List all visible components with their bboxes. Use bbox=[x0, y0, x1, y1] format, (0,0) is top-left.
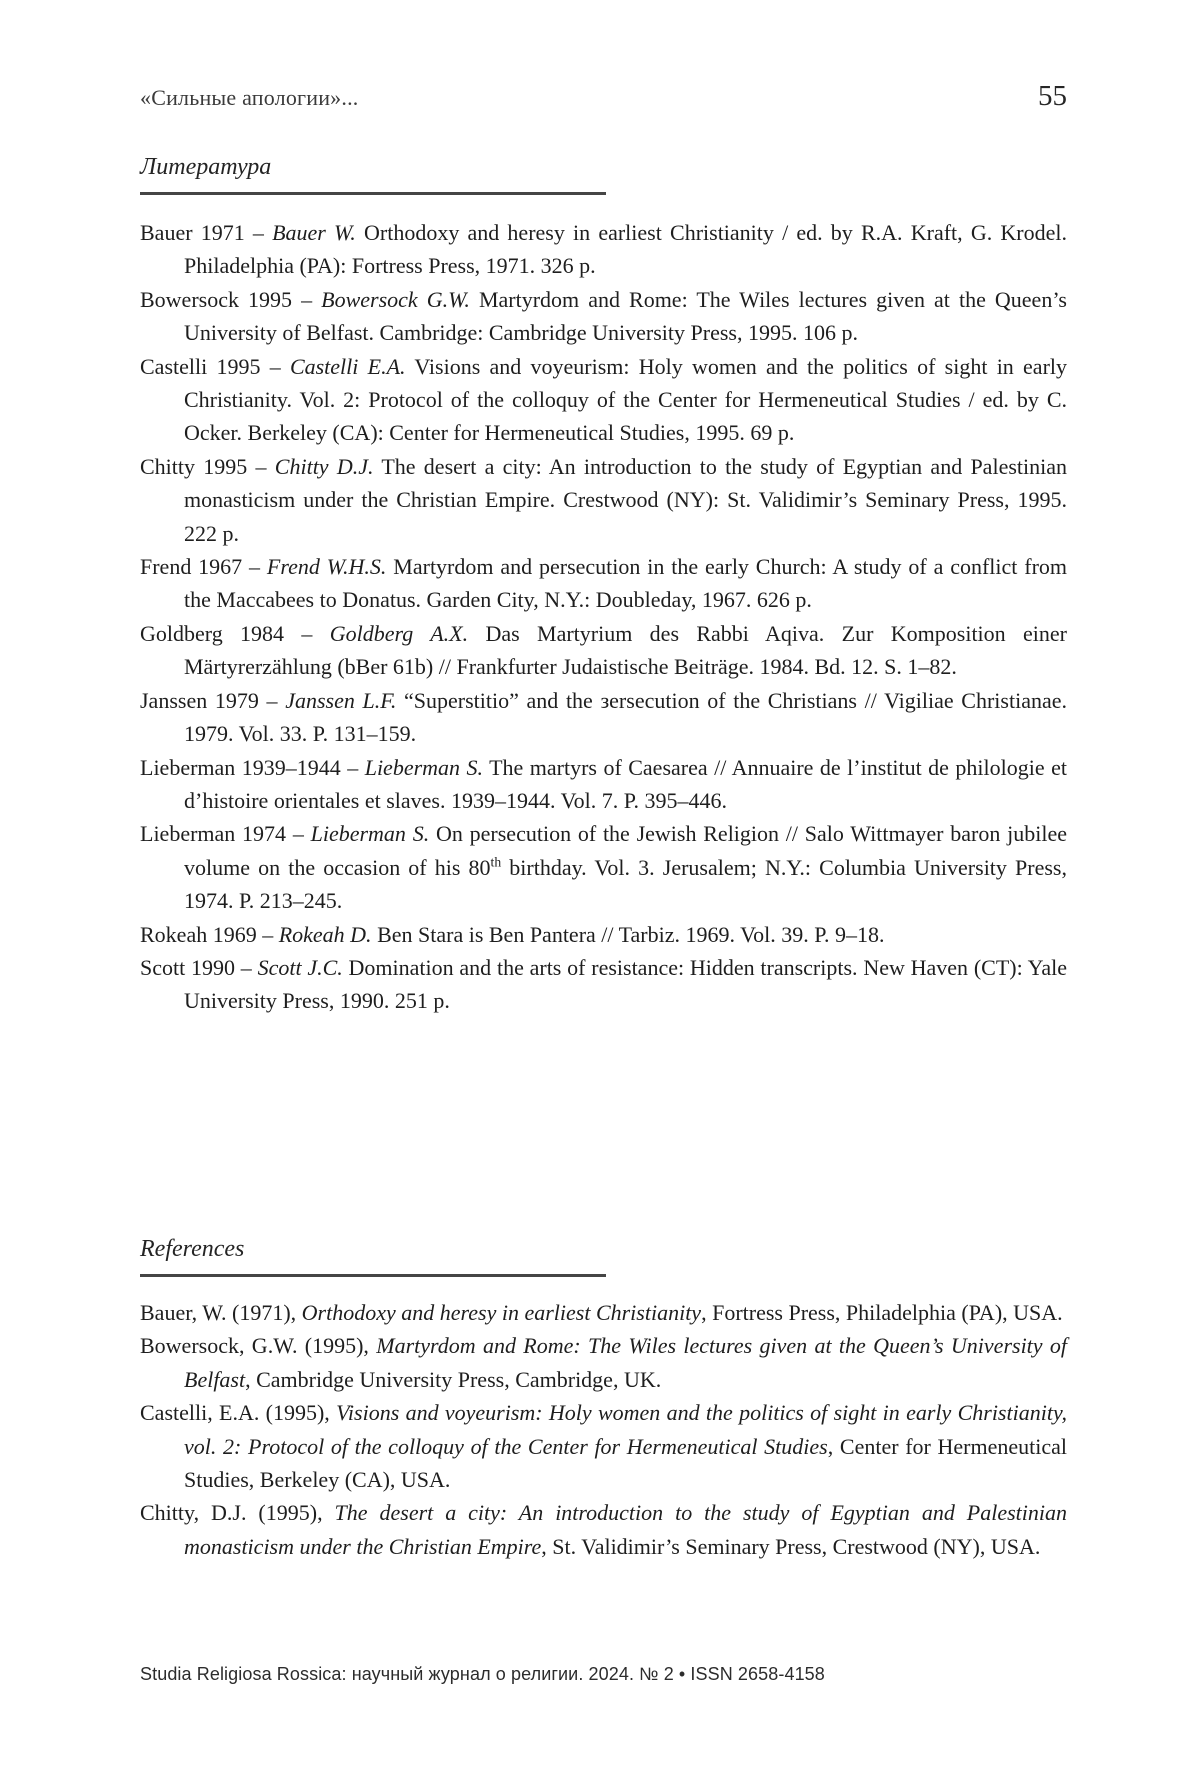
references-section-heading: References bbox=[140, 1236, 606, 1277]
entry-text-run: Bowersock G.W. bbox=[321, 286, 470, 312]
entry-text-run: Castelli E.A. bbox=[289, 353, 406, 379]
entry-text-run: Bowersock, G.W. (1995), bbox=[140, 1333, 377, 1359]
entry-text-run: , St. Validimir’s Seminary Press, Crestwood (NY), USA. bbox=[541, 1533, 1041, 1559]
entry-text-run: Orthodoxy and heresy in earliest Christianity / ed. by R.A. Kraft, G. Krodel. Philadelphia (PA): Fortress Press, 1971. 326 p. bbox=[184, 220, 1067, 279]
entry-text-run: Janssen 1979 – bbox=[140, 687, 286, 713]
reference-entry bbox=[140, 1496, 1067, 1563]
entry-text-run: Lieberman 1939–1944 – bbox=[140, 754, 365, 780]
entry-text-run: Scott 1990 – bbox=[140, 954, 258, 980]
entry-text-run: Visions and voyeurism: Holy women and the politics of sight in early Christianity, vol. 2: Protocol of the colloquy of the Center for Hermeneutical Studies bbox=[184, 1400, 1067, 1459]
entry-text-run: Bauer W. bbox=[272, 220, 356, 245]
entry-text-run: , Fortress Press, Philadelphia (PA), USA. bbox=[701, 1300, 1063, 1325]
entry-text-run: Martyrdom and Rome: The Wiles lectures given at the Queen’s University of Belfast. Cambridge: Cambridge University Press, 1995. 106 p. bbox=[184, 286, 1067, 346]
literature-bibliography-list bbox=[140, 216, 1067, 1018]
entry-text-run: Frend 1967 – bbox=[140, 554, 267, 580]
running-title: «Сильные апологии»... bbox=[140, 85, 359, 110]
entry-text-run: th bbox=[490, 854, 502, 870]
entry-text-run: Lieberman S. bbox=[310, 821, 430, 847]
entry-text-run: , Center for Hermeneutical Studies, Berkeley (CA), USA. bbox=[184, 1433, 1068, 1493]
entry-text-run: The desert a city: An introduction to the study of Egyptian and Palestinian monasticism under the Christian Empire bbox=[184, 1500, 1067, 1559]
entry-text-run: Rokeah 1969 – bbox=[140, 921, 279, 947]
entry-text-run: Bauer 1971 – bbox=[140, 220, 273, 245]
entry-text-run: Rokeah D. bbox=[278, 921, 372, 947]
entry-text-run: Chitty 1995 – bbox=[140, 453, 275, 479]
entry-text-run: Castelli, E.A. (1995), bbox=[140, 1400, 337, 1426]
entry-text-run: Domination and the arts of resistance: Hidden transcripts. New Haven (CT): Yale University Press, 1990. 251 p. bbox=[184, 954, 1067, 1014]
reference-entry bbox=[140, 1396, 1067, 1496]
entry-text-run: The desert a city: An introduction to the study of Egyptian and Palestinian monasticism under the Christian Empire. Crestwood (NY): St. Validimir’s Seminary Press, 1995. 222 p. bbox=[184, 453, 1067, 546]
entry-text-run: , Cambridge University Press, Cambridge, UK. bbox=[245, 1366, 662, 1392]
literature-entry bbox=[140, 951, 1067, 1018]
reference-entry bbox=[140, 1296, 1067, 1329]
page-number: 55 bbox=[1038, 80, 1067, 112]
entry-text-run: Bowersock 1995 – bbox=[140, 286, 322, 312]
journal-footer bbox=[140, 1664, 825, 1685]
entry-text-run: The martyrs of Caesarea // Annuaire de l’institut de philologie et d’histoire orientales et slaves. 1939–1944. Vol. 7. P. 395–446. bbox=[184, 754, 1067, 813]
entry-text-run: Ben Stara is Ben Pantera // Tarbiz. 1969. Vol. 39. P. 9–18. bbox=[371, 921, 885, 947]
literature-entry bbox=[140, 283, 1067, 350]
entry-text-run: Janssen L.F. bbox=[285, 687, 397, 713]
literature-entry bbox=[140, 918, 1067, 951]
literature-entry bbox=[140, 350, 1067, 450]
footer-text: Studia Religiosa Rossica: научный журнал о религии. 2024. № 2 • ISSN 2658-4158 bbox=[140, 1664, 825, 1684]
entry-text-run: “Superstitio” and the зersecution of the Christians // Vigiliae Christianae. 1979. Vol. 33. P. 131–159. bbox=[184, 687, 1067, 747]
entry-text-run: Visions and voyeurism: Holy women and the politics of sight in early Christianity. Vol. 2: Protocol of the colloquy of the Center for Hermeneutical Studies / ed. by C. Ocker. Berkeley (CA): Center for Hermeneutical Studies, 1995. 69 p. bbox=[184, 353, 1068, 446]
entry-text-run: birthday. Vol. 3. Jerusalem; N.Y.: Columbia University Press, 1974. P. 213–245. bbox=[184, 854, 1067, 914]
entry-text-run: Chitty, D.J. (1995), bbox=[140, 1500, 335, 1526]
reference-entry bbox=[140, 1329, 1067, 1396]
literature-entry bbox=[140, 751, 1067, 818]
entry-text-run: Martyrdom and Rome: The Wiles lectures given at the Queen’s University of Belfast bbox=[184, 1333, 1068, 1392]
entry-text-run: Bauer, W. (1971), bbox=[140, 1300, 302, 1325]
literature-entry bbox=[140, 684, 1067, 751]
entry-text-run: Goldberg A.X. bbox=[329, 620, 469, 646]
literature-section-heading: Литература bbox=[140, 154, 606, 195]
entry-text-run: Orthodoxy and heresy in earliest Christianity bbox=[301, 1300, 702, 1325]
running-head bbox=[140, 80, 1067, 113]
entry-text-run: Frend W.H.S. bbox=[266, 554, 387, 580]
literature-entry bbox=[140, 617, 1067, 684]
entry-text-run: Chitty D.J. bbox=[274, 453, 374, 479]
entry-text-run: On persecution of the Jewish Religion // Salo Wittmayer baron jubilee volume on the occasion of his 80 bbox=[184, 821, 1067, 880]
entry-text-run: Scott J.C. bbox=[257, 954, 343, 980]
entry-text-run: Castelli 1995 – bbox=[140, 353, 290, 379]
literature-entry bbox=[140, 216, 1067, 283]
entry-text-run: Lieberman S. bbox=[364, 754, 484, 780]
references-bibliography-list bbox=[140, 1296, 1067, 1563]
entry-text-run: Goldberg 1984 – bbox=[140, 620, 330, 646]
entry-text-run: Martyrdom and persecution in the early Church: A study of a conflict from the Maccabees to Donatus. Garden City, N.Y.: Doubleday, 1967. 626 p. bbox=[184, 554, 1068, 613]
entry-text-run: Das Martyrium des Rabbi Aqiva. Zur Komposition einer Märtyrerzählung (bBer 61b) // Frankfurter Judaistische Beiträge. 1984. Bd. 12. S. 1–82. bbox=[184, 620, 1067, 680]
entry-text-run: Lieberman 1974 – bbox=[140, 821, 311, 847]
literature-entry bbox=[140, 450, 1067, 550]
literature-entry bbox=[140, 817, 1067, 917]
literature-entry bbox=[140, 550, 1067, 617]
